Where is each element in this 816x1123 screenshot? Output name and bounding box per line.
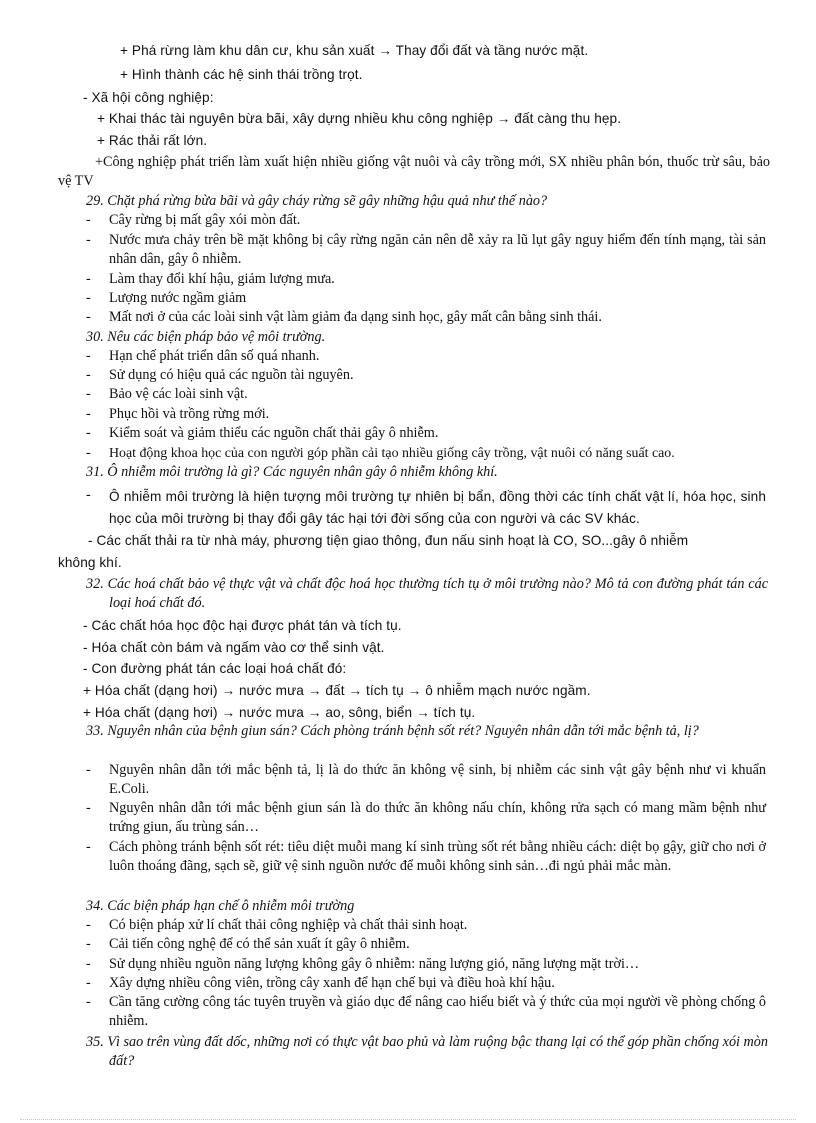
question-35: 35. Vì sao trên vùng đất dốc, những nơi có thực vật bao phủ và làm ruộng bậc thang lại có thể góp phần chống xói mòn đất? [86, 1034, 768, 1070]
text-span: ...gây ô nhiễm [601, 533, 689, 548]
text-span: , SO [573, 533, 602, 548]
answer-item: Làm thay đổi khí hậu, giảm lượng mưa. [109, 271, 335, 287]
answer-item: Lượng nước ngầm giảm [109, 290, 247, 306]
question-32 [86, 575, 768, 614]
text-span: - Các chất thải ra từ nhà máy, phương tiện giao thông, đun nấu sinh hoạt là CO [88, 533, 574, 548]
text-line: + Phá rừng làm khu dân cư, khu sản xuất → Thay đổi đất và tầng nước mặt. [120, 43, 589, 58]
answer-item: Hạn chế phát triển dân số quá nhanh. [109, 348, 320, 364]
bullet-dash: - [86, 290, 91, 306]
question-31: 31. Ô nhiễm môi trường là gì? Các nguyên nhân gây ô nhiễm không khí. [86, 464, 498, 480]
text-line: không khí. [58, 555, 122, 570]
answer-item: Nguyên nhân dẫn tới mắc bệnh giun sán là do thức ăn không nấu chín, không rửa sạch có mang mầm bệnh như trứng giun, ấu trùng sán… [109, 800, 766, 836]
bullet-dash: - [86, 232, 91, 248]
text-line: + Hình thành các hệ sinh thái trồng trọt. [120, 67, 363, 82]
answer-item: Kiểm soát và giảm thiểu các nguồn chất thải gây ô nhiễm. [109, 425, 439, 441]
answer-item: Ô nhiễm môi trường là hiện tượng môi trường tự nhiên bị bẩn, đồng thời các tính chất vật lí, hóa học, sinh học của môi trường bị thay đổi gây tác hại tới đời sống của con người và các SV khác. [109, 489, 766, 526]
text-line: + Rác thải rất lớn. [97, 133, 208, 148]
section-heading: - Xã hội công nghiệp: [83, 90, 214, 105]
bullet-dash: - [86, 271, 91, 287]
bullet-dash: - [86, 956, 91, 972]
bullet-dash: - [86, 975, 91, 991]
text-line: + Khai thác tài nguyên bừa bãi, xây dựng nhiều khu công nghiệp → đất càng thu hẹp. [97, 111, 622, 126]
text-paragraph: +Công nghiệp phát triển làm xuất hiện nhiều giống vật nuôi và cây trồng mới, SX nhiều phân bón, thuốc trừ sâu, bảo vệ TV [58, 154, 770, 190]
bullet-dash: - [86, 762, 91, 778]
page-bottom-divider [20, 1119, 796, 1120]
answer-item: Hoạt động khoa học của con người góp phần cải tạo nhiều giống cây trồng, vật nuôi có năng suất cao. [109, 446, 675, 461]
bullet-dash: - [86, 445, 91, 461]
answer-item: Có biện pháp xử lí chất thải công nghiệp và chất thải sinh hoạt. [109, 917, 468, 933]
answer-item: + Hóa chất (dạng hơi) → nước mưa → ao, sông, biển → tích tụ. [83, 705, 476, 720]
question-30: 30. Nêu các biện pháp bảo vệ môi trường. [86, 329, 326, 345]
answer-item: - Các chất hóa học độc hại được phát tán và tích tụ. [83, 618, 402, 633]
bullet-dash: - [86, 839, 91, 855]
answer-item: Sử dụng có hiệu quả các nguồn tài nguyên. [109, 367, 354, 383]
bullet-dash: - [86, 425, 91, 441]
answer-item: Cách phòng tránh bệnh sốt rét: tiêu diệt muỗi mang kí sinh trùng sốt rét bằng nhiều cách: diệt bọ gậy, giữ cho nơi ở luôn thoáng đãng, sạch sẽ, giữ vệ sinh nguồn nước để muỗi không sinh sản…đi ngủ phải mắc màn. [109, 839, 766, 875]
answer-item: Cây rừng bị mất gây xói mòn đất. [109, 212, 301, 228]
answer-item: Cải tiến công nghệ để có thể sản xuất ít gây ô nhiễm. [109, 936, 410, 952]
bullet-dash: - [86, 212, 91, 228]
answer-item: Xây dựng nhiều công viên, trồng cây xanh để hạn chế bụi và điều hoà khí hậu. [109, 975, 555, 991]
answer-item: Cần tăng cường công tác tuyên truyền và giáo dục để nâng cao hiểu biết và ý thức của mọi người về phòng chống ô nhiễm. [109, 994, 766, 1030]
answer-item: + Hóa chất (dạng hơi) → nước mưa → đất → tích tụ → ô nhiễm mạch nước ngầm. [83, 683, 591, 698]
answer-item: Nguyên nhân dẫn tới mắc bệnh tả, lị là do thức ăn không vệ sinh, bị nhiễm các sinh vật gây bệnh như vi khuẩn E.Coli. [109, 762, 766, 798]
bullet-dash: - [86, 348, 91, 364]
answer-item: Sử dụng nhiều nguồn năng lượng không gây ô nhiễm: năng lượng gió, năng lượng mặt trời… [109, 956, 640, 972]
answer-item [88, 531, 688, 556]
bullet-dash: - [86, 406, 91, 422]
bullet-dash: - [86, 917, 91, 933]
answer-item: - Con đường phát tán các loại hoá chất đó: [83, 661, 347, 676]
question-33: 33. Nguyên nhân của bệnh giun sán? Cách phòng tránh bệnh sốt rét? Nguyên nhân dẫn tới mắc bệnh tả, lị? [86, 723, 699, 739]
bullet-dash: - [86, 367, 91, 383]
question-34: 34. Các biện pháp hạn chế ô nhiễm môi trường [86, 898, 355, 914]
answer-item: Nước mưa chảy trên bề mặt không bị cây rừng ngăn cản nên dễ xảy ra lũ lụt gây nguy hiểm đến tính mạng, tài sản nhân dân, gây ô nhiễm. [109, 232, 766, 268]
question-29: 29. Chặt phá rừng bừa bãi và gây cháy rừng sẽ gây những hậu quả như thế nào? [86, 193, 548, 209]
answer-item: Mất nơi ở của các loài sinh vật làm giảm đa dạng sinh học, gây mất cân bằng sinh thái. [109, 309, 602, 325]
bullet-dash: - [86, 386, 91, 402]
answer-item: Phục hồi và trồng rừng mới. [109, 406, 270, 422]
bullet-dash: - [86, 936, 91, 952]
answer-item: - Hóa chất còn bám và ngấm vào cơ thể sinh vật. [83, 640, 385, 655]
bullet-dash: - [86, 487, 91, 503]
answer-item: Bảo vệ các loài sinh vật. [109, 386, 248, 402]
question-32-text: 32. Các hoá chất bảo vệ thực vật và chất độc hoá học thường tích tụ ở môi trường nào? Mô tả con đường phát tán các loại hoá chất đó. [86, 576, 768, 612]
bullet-dash: - [86, 994, 91, 1010]
bullet-dash: - [86, 800, 91, 816]
bullet-dash: - [86, 309, 91, 325]
